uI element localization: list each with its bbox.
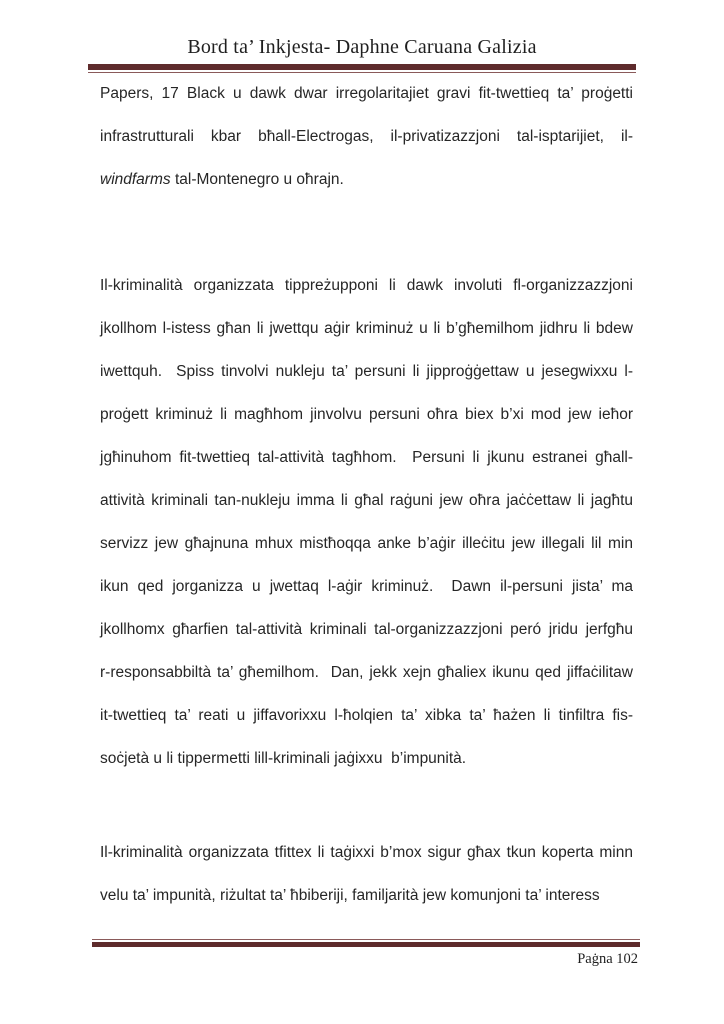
text-line — [100, 608, 633, 651]
text-segment: proġett kriminuż li magħhom jinvolvu persuni oħra biex b’xi mod jew ieħor — [100, 406, 633, 423]
footer-rule-thin-line — [92, 939, 640, 940]
text-line — [100, 479, 633, 522]
text-segment: it-twettieq ta’ reati u jiffavorixxu l-ħolqien ta’ xibka ta’ ħażen li tinfiltra fis- — [100, 707, 633, 724]
text-segment: servizz jew għajnuna mhux mistħoqqa anke b’aġir illeċitu jew illegali lil min — [100, 535, 633, 552]
document-body — [100, 72, 633, 917]
text-segment: velu ta’ impunità, riżultat ta’ ħbiberiji, familjarità jew komunjoni ta’ interess — [100, 887, 600, 904]
text-line — [100, 307, 633, 350]
text-segment: soċjetà u li tippermetti lill-kriminali jaġixxu b’impunità. — [100, 750, 467, 767]
text-line — [100, 72, 633, 115]
page-number: Paġna 102 — [577, 951, 638, 967]
paragraph — [100, 831, 633, 917]
paragraph — [100, 72, 633, 201]
text-line — [100, 565, 633, 608]
footer-rule-thick-line — [92, 942, 640, 947]
text-line — [100, 158, 633, 201]
text-line — [100, 436, 633, 479]
text-line — [100, 831, 633, 874]
text-segment: attività kriminali tan-nukleju imma li għal raġuni jew oħra jaċċettaw li jagħtu — [100, 492, 633, 509]
paragraph — [100, 264, 633, 780]
text-line — [100, 874, 633, 917]
text-line — [100, 264, 633, 307]
text-segment: jkollhomx għarfien tal-attività kriminali tal-organizzazzjoni peró jridu jerfgħu — [100, 621, 633, 638]
text-segment: jgħinuhom fit-twettieq tal-attività tagħhom. Persuni li jkunu estranei għall- — [100, 449, 633, 466]
text-line — [100, 737, 633, 780]
text-line — [100, 393, 633, 436]
header-rule-thick-line — [88, 64, 636, 70]
page-header — [0, 0, 724, 73]
text-line — [100, 694, 633, 737]
text-segment: tal-Montenegro u oħrajn. — [170, 171, 344, 188]
text-segment: infrastrutturali kbar bħall-Electrogas, il-privatizazzjoni tal-isptarijiet, il- — [100, 128, 633, 145]
text-line — [100, 115, 633, 158]
page-footer — [92, 939, 640, 968]
text-segment: Il-kriminalità organizzata tfittex li taġixxi b’mox sigur għax tkun koperta minn — [100, 844, 633, 861]
text-line — [100, 651, 633, 694]
text-segment: Papers, 17 Black u dawk dwar irregolaritajiet gravi fit-twettieq ta’ proġetti — [100, 85, 633, 102]
italic-text-segment: windfarms — [100, 171, 171, 188]
footer-rule — [92, 939, 640, 947]
text-line — [100, 522, 633, 565]
text-segment: ikun qed jorganizza u jwettaq l-aġir kriminuż. Dawn il-persuni jista’ ma — [100, 578, 633, 595]
text-segment: Il-kriminalità organizzata tippreżupponi li dawk involuti fl-organizzazzjoni — [100, 277, 633, 294]
header-title: Bord ta’ Inkjesta- Daphne Caruana Galizia — [187, 36, 537, 58]
text-line — [100, 350, 633, 393]
text-segment: jkollhom l-istess għan li jwettqu aġir kriminuż u li b’għemilhom jidhru li bdew — [100, 320, 633, 337]
text-segment: iwettquh. Spiss tinvolvi nukleju ta’ persuni li jipproġġettaw u jesegwixxu l- — [100, 363, 633, 380]
text-segment: r-responsabbiltà ta’ għemilhom. Dan, jekk xejn għaliex ikunu qed jiffaċilitaw — [100, 664, 633, 681]
